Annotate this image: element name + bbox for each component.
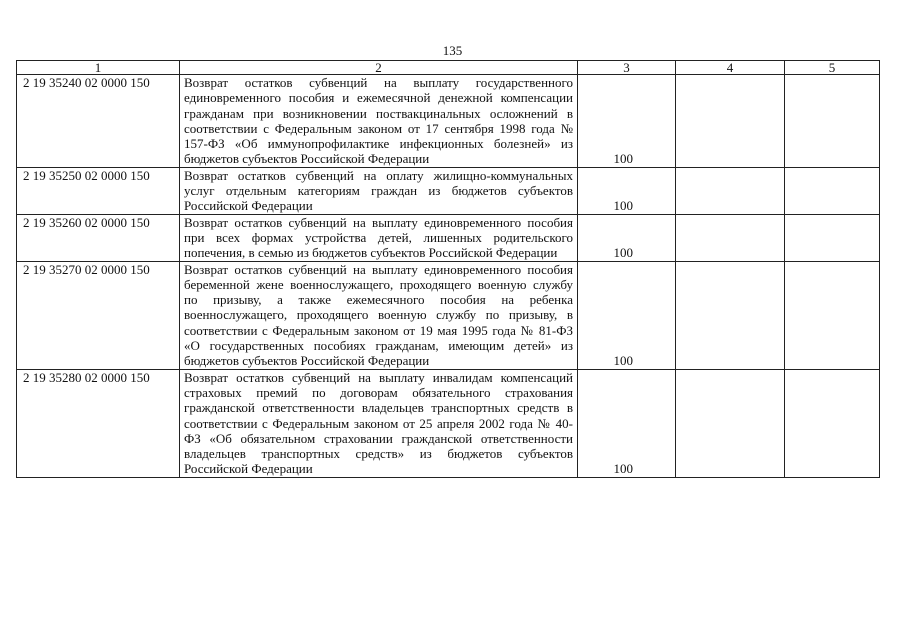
row-value-col3-text: 100: [613, 461, 633, 477]
row-value-col3: [578, 167, 676, 214]
row-value-col3-text: 100: [613, 245, 633, 261]
column-header-2: 2: [180, 61, 578, 75]
row-value-col4: [676, 261, 785, 369]
budget-table: [16, 60, 880, 478]
row-value-col4: [676, 214, 785, 261]
column-header-1: 1: [17, 61, 180, 75]
row-value-col3-text: 100: [613, 198, 633, 214]
row-description: Возврат остатков субвенций на выплату единовременного пособия при всех формах устройства детей, лишенных родительского попечения, в семью из бюджетов субъектов Российской Федерации: [180, 214, 578, 261]
column-header-3: 3: [578, 61, 676, 75]
row-value-col5: [785, 75, 880, 168]
row-value-col3-text: 100: [613, 353, 633, 369]
row-value-col5: [785, 214, 880, 261]
row-value-col5: [785, 261, 880, 369]
row-value-col3: [578, 261, 676, 369]
row-code: 2 19 35280 02 0000 150: [17, 369, 180, 477]
row-description: Возврат остатков субвенций на оплату жилищно-коммунальных услуг отдельным категориям граждан из бюджетов субъектов Российской Федерации: [180, 167, 578, 214]
table-row: [17, 369, 880, 477]
row-value-col5: [785, 167, 880, 214]
column-header-4: 4: [676, 61, 785, 75]
page-number: 135: [442, 43, 463, 58]
row-value-col4: [676, 369, 785, 477]
row-code: 2 19 35260 02 0000 150: [17, 214, 180, 261]
row-code: 2 19 35240 02 0000 150: [17, 75, 180, 168]
table-row: [17, 214, 880, 261]
row-description: Возврат остатков субвенций на выплату государственного единовременного пособия и ежемесячной денежной компенсации гражданам при возникновении поствакцинальных осложнений в соответствии с Федеральным законом от 17 сентября 1998 года № 157-ФЗ «Об иммунопрофилактике инфекционных болезней» из бюджетов субъектов Российской Федерации: [180, 75, 578, 168]
row-value-col3: [578, 214, 676, 261]
row-value-col3-text: 100: [613, 151, 633, 167]
row-description: Возврат остатков субвенций на выплату единовременного пособия беременной жене военнослужащего, проходящего военную службу по призыву, а также ежемесячного пособия на ребенка военнослужащего, проходящего военную службу по призыву, в соответствии с Федеральным законом от 19 мая 1995 года № 81-ФЗ «О государственных пособиях гражданам, имеющим детей» из бюджетов субъектов Российской Федерации: [180, 261, 578, 369]
table-row: [17, 75, 880, 168]
row-value-col3: [578, 369, 676, 477]
row-code: 2 19 35250 02 0000 150: [17, 167, 180, 214]
row-value-col3: [578, 75, 676, 168]
row-description: Возврат остатков субвенций на выплату инвалидам компенсаций страховых премий по договорам обязательного страхования гражданской ответственности владельцев транспортных средств в соответствии с Федеральным законом от 25 апреля 2002 года № 40-ФЗ «Об обязательном страховании гражданской ответственности владельцев транспортных средств» из бюджетов субъектов Российской Федерации: [180, 369, 578, 477]
table-header-row: [17, 61, 880, 75]
table-row: [17, 261, 880, 369]
row-value-col4: [676, 167, 785, 214]
row-value-col4: [676, 75, 785, 168]
column-header-5: 5: [785, 61, 880, 75]
row-value-col5: [785, 369, 880, 477]
row-code: 2 19 35270 02 0000 150: [17, 261, 180, 369]
table-row: [17, 167, 880, 214]
